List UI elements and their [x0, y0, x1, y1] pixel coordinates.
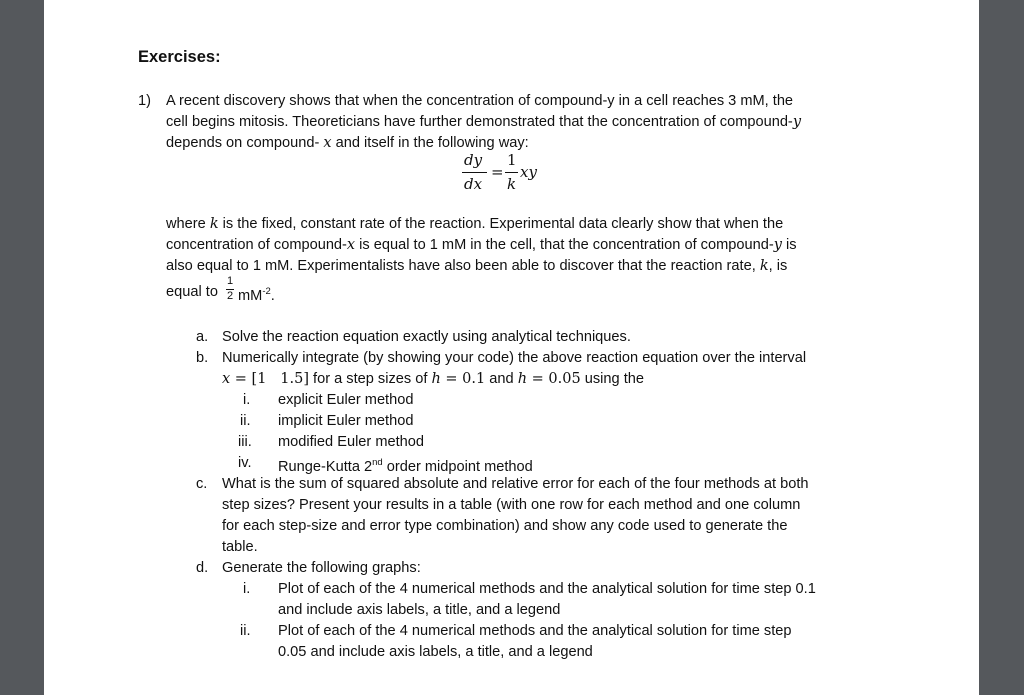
eq-fraction-bar-left — [462, 172, 487, 173]
graph-i-line-1: Plot of each of the 4 numerical methods and the analytical solution for time step 0.1 — [278, 581, 816, 597]
section-heading: Exercises: — [138, 48, 221, 66]
eq-equals: = — [491, 163, 504, 181]
part-c-line-3: for each step-size and error type combination) and show any code used to generate the — [222, 518, 788, 534]
part-a-label: a. — [196, 329, 209, 345]
part-c-line-2: step sizes? Present your results in a table (with one row for each method and one column — [222, 497, 801, 513]
eq-xy: xy — [520, 163, 537, 181]
where-line-2: concentration of compound-x is equal to 1 mM in the cell, that the concentration of compound-y is — [166, 237, 797, 253]
method-i-label: i. — [243, 392, 251, 408]
part-c-line-4: table. — [222, 539, 258, 555]
graph-i-line-2: and include axis labels, a title, and a legend — [278, 602, 561, 618]
eq-dx: dx — [464, 175, 483, 193]
graph-ii-line-1: Plot of each of the 4 numerical methods and the analytical solution for time step — [278, 623, 792, 639]
problem-number: 1) — [138, 93, 151, 109]
part-d-label: d. — [196, 560, 209, 576]
part-a-text: Solve the reaction equation exactly using analytical techniques. — [222, 329, 631, 345]
eq-fraction-bar-right — [505, 172, 518, 173]
part-b-line-2: x = [1 1.5] for a step sizes of h = 0.1 and h = 0.05 using the — [222, 371, 645, 387]
where-line-3: also equal to 1 mM. Experimentalists have also been able to discover that the reaction rate, k, is — [166, 258, 788, 274]
graph-ii-line-2: 0.05 and include axis labels, a title, and a legend — [278, 644, 593, 660]
eq-one: 1 — [507, 151, 517, 169]
where-line-1: where k is the fixed, constant rate of the reaction. Experimental data clearly show that when the — [166, 216, 784, 232]
method-iii-text: modified Euler method — [278, 434, 425, 450]
method-i-text: explicit Euler method — [278, 392, 414, 408]
document-page — [44, 0, 979, 695]
intro-line-1: A recent discovery shows that when the concentration of compound-y in a cell reaches 3 mM, the — [166, 93, 794, 109]
method-iii-label: iii. — [238, 434, 252, 450]
rate-numerator: 1 — [227, 275, 234, 287]
intro-line-3: depends on compound- x and itself in the following way: — [166, 135, 529, 151]
intro-line-2: cell begins mitosis. Theoreticians have further demonstrated that the concentration of compound-y — [166, 114, 802, 130]
part-c-label: c. — [196, 476, 208, 492]
part-d-text: Generate the following graphs: — [222, 560, 421, 576]
rate-units: $mM^{-2}$. — [238, 286, 275, 304]
eq-k: k — [507, 175, 517, 193]
part-c-line-1: What is the sum of squared absolute and relative error for each of the four methods at both — [222, 476, 809, 492]
where-line-4: equal to — [166, 284, 218, 300]
method-iv-label: iv. — [238, 455, 252, 471]
method-ii-text: implicit Euler method — [278, 413, 414, 429]
rate-denominator: 2 — [227, 290, 234, 302]
part-b-label: b. — [196, 350, 209, 366]
method-ii-label: ii. — [240, 413, 251, 429]
eq-dy: dy — [464, 151, 483, 169]
part-b-line-1: Numerically integrate (by showing your code) the above reaction equation over the interval — [222, 350, 807, 366]
method-iv-text: Runge-Kutta 2nd order midpoint method — [278, 457, 533, 475]
graph-ii-label: ii. — [240, 623, 251, 639]
graph-i-label: i. — [243, 581, 251, 597]
